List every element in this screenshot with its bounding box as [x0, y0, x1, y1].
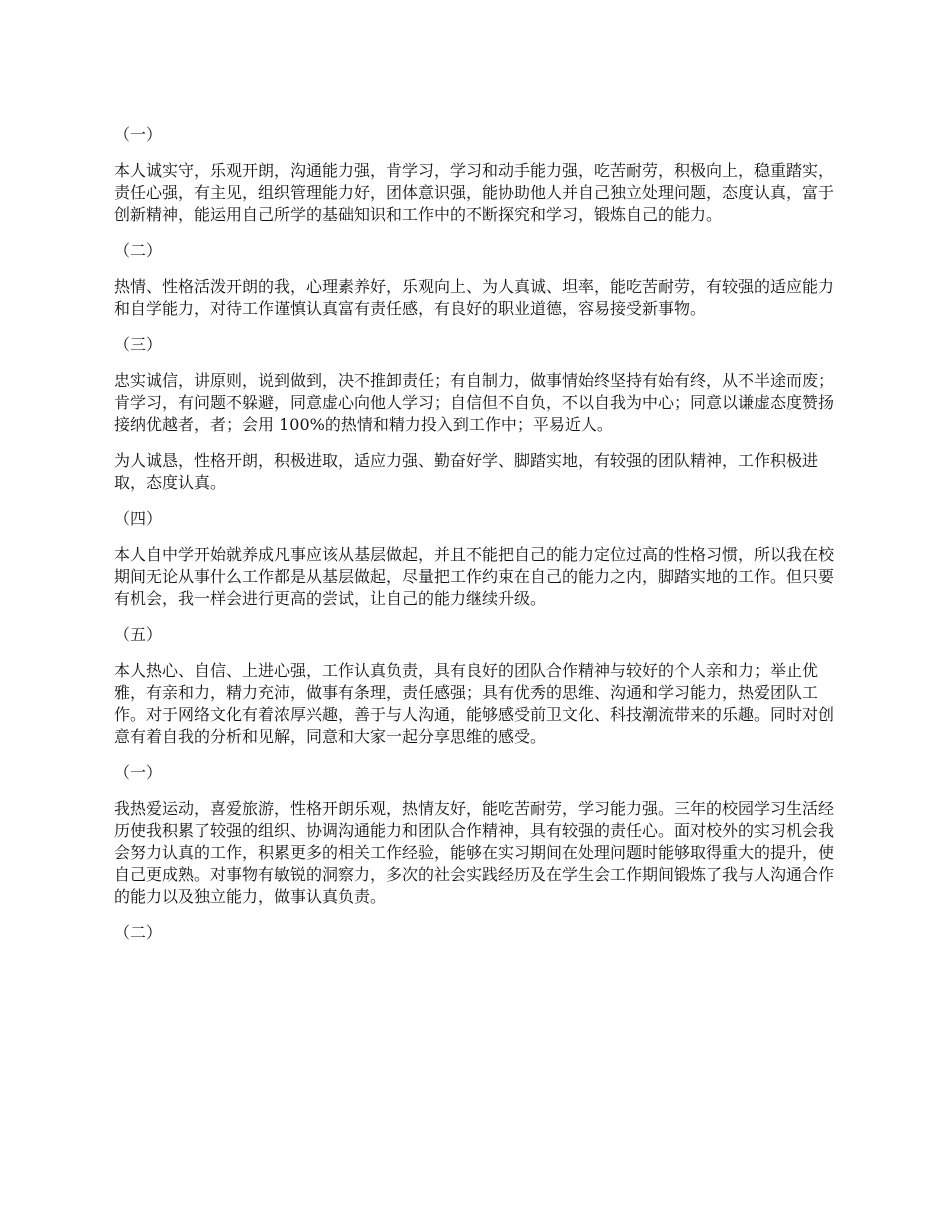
- section-heading: （一）: [114, 763, 163, 782]
- paragraph: 热情、性格活泼开朗的我，心理素养好，乐观向上、为人真诚、坦率，能吃苦耐劳，有较强的适应能力和自学能力，对待工作谨慎认真富有责任感，有良好的职业道德，容易接受新事物。: [114, 277, 835, 318]
- section-heading: （五）: [114, 625, 163, 644]
- section-heading: （四）: [114, 509, 163, 528]
- paragraph: 我热爱运动，喜爱旅游，性格开朗乐观，热情友好，能吃苦耐劳，学习能力强。三年的校园学习生活经历使我积累了较强的组织、协调沟通能力和团队合作精神，具有较强的责任心。面对校外的实习机会我会努力认真的工作，积累更多的相关工作经验，能够在实习期间在处理问题时能够取得重大的提升，使自己更成熟。对事物有敏锐的洞察力，多次的社会实践经历及在学生会工作期间锻炼了我与人沟通合作的能力以及独立能力，做事认真负责。: [114, 799, 835, 906]
- paragraph: 本人诚实守，乐观开朗，沟通能力强，肯学习，学习和动手能力强，吃苦耐劳，积极向上，稳重踏实，责任心强，有主见，组织管理能力好，团体意识强，能协助他人并自己独立处理问题，态度认真，富于创新精神，能运用自己所学的基础知识和工作中的不断探究和学习，锻炼自己的能力。: [114, 161, 835, 224]
- paragraph: 本人自中学开始就养成凡事应该从基层做起，并且不能把自己的能力定位过高的性格习惯，所以我在校期间无论从事什么工作都是从基层做起，尽量把工作约束在自己的能力之内，脚踏实地的工作。但只要有机会，我一样会进行更高的尝试，让自己的能力继续升级。: [114, 545, 835, 608]
- paragraph: 忠实诚信，讲原则，说到做到，决不推卸责任；有自制力，做事情始终坚持有始有终，从不半途而废；肯学习，有问题不躲避，同意虚心向他人学习；自信但不自负，不以自我为中心；同意以谦虚态度赞扬接纳优越者，者；会用 100%的热情和精力投入到工作中；平易近人。: [114, 371, 835, 434]
- section-heading: （三）: [114, 335, 163, 354]
- paragraph: 为人诚恳，性格开朗，积极进取，适应力强、勤奋好学、脚踏实地，有较强的团队精神，工作积极进取，态度认真。: [114, 451, 819, 492]
- section-heading: （一）: [114, 125, 163, 144]
- section-heading: （二）: [114, 241, 163, 260]
- section-heading: （二）: [114, 923, 163, 942]
- paragraph: 本人热心、自信、上进心强，工作认真负责，具有良好的团队合作精神与较好的个人亲和力；举止优雅，有亲和力，精力充沛，做事有条理，责任感强；具有优秀的思维、沟通和学习能力，热爱团队工作。对于网络文化有着浓厚兴趣，善于与人沟通，能够感受前卫文化、科技潮流带来的乐趣。同时对创意有着自我的分析和见解，同意和大家一起分享思维的感受。: [114, 661, 835, 746]
